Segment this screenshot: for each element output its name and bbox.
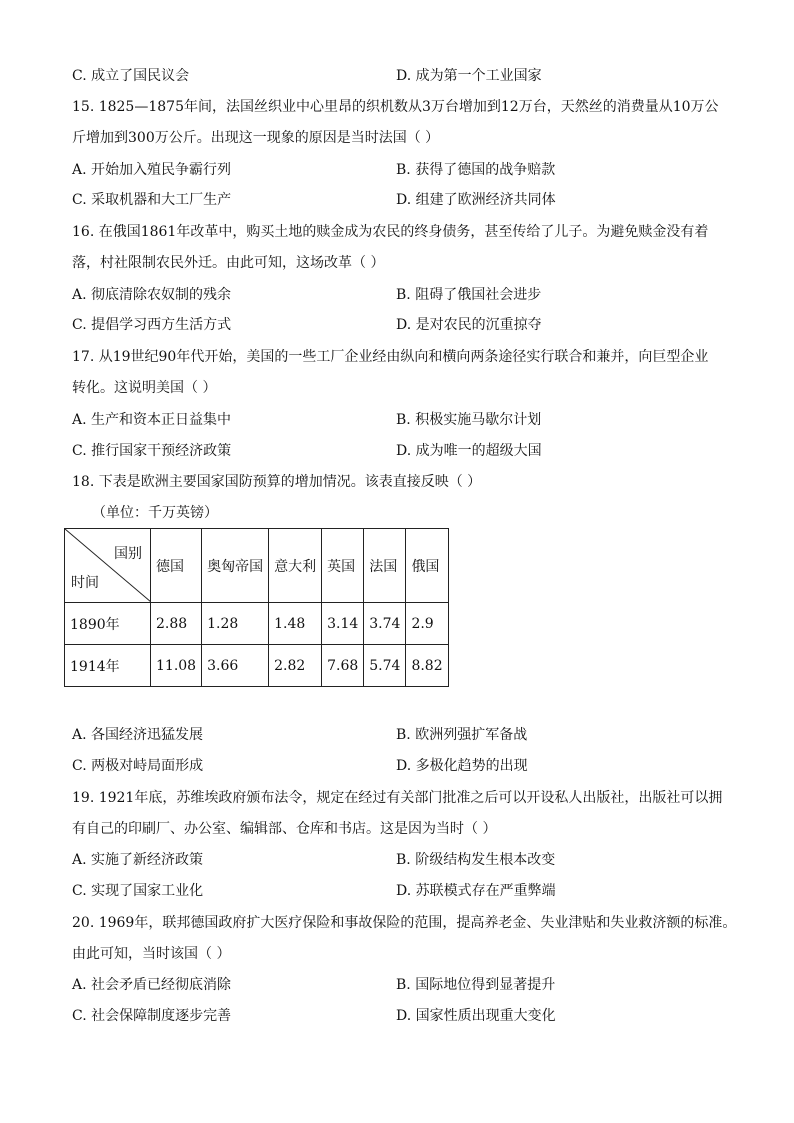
header-cell-germany: 德国 [151, 529, 202, 603]
header-cell-italy: 意大利 [269, 529, 322, 603]
header-cell-britain: 英国 [322, 529, 364, 603]
q19-option-d[interactable]: D. 苏联模式存在严重弊端 [396, 883, 556, 899]
header-cell-russia: 俄国 [406, 529, 448, 603]
q18-option-d[interactable]: D. 多极化趋势的出现 [396, 758, 528, 774]
q19-stem-line1: 19. 1921年底，苏维埃政府颁布法令，规定在经过有关部门批准之后可以开设私人出版社，出版社可以拥 [72, 790, 723, 806]
table-cell: 2.88 [151, 603, 202, 645]
table-header-row [65, 529, 449, 603]
q15-option-d[interactable]: D. 组建了欧洲经济共同体 [396, 192, 556, 208]
q15-option-a[interactable]: A. 开始加入殖民争霸行列 [72, 162, 232, 178]
q19-stem-line2: 有自己的印刷厂、办公室、编辑部、仓库和书店。这是因为当时（ ） [72, 821, 497, 837]
q15-stem-line1: 15. 1825—1875年间，法国丝织业中心里昂的织机数从3万台增加到12万台，天然丝的消费量从10万公 [72, 99, 719, 115]
q18-unit-note: （单位：千万英镑） [92, 505, 218, 521]
q20-stem-line2: 由此可知，当时该国（ ） [72, 946, 231, 962]
q18-option-a[interactable]: A. 各国经济迅猛发展 [72, 727, 204, 743]
q20-option-a[interactable]: A. 社会矛盾已经彻底消除 [72, 977, 232, 993]
q15-stem-line2: 斤增加到300万公斤。出现这一现象的原因是当时法国（ ） [72, 130, 440, 146]
corner-label-country: 国别 [114, 546, 142, 562]
row-year-cell: 1890年 [65, 603, 151, 645]
table-corner-cell [65, 529, 151, 603]
q14-option-d[interactable]: D. 成为第一个工业国家 [396, 68, 542, 84]
table-row [65, 603, 449, 645]
q16-option-c[interactable]: C. 提倡学习西方生活方式 [72, 317, 232, 333]
q19-option-a[interactable]: A. 实施了新经济政策 [72, 852, 204, 868]
q15-option-c[interactable]: C. 采取机器和大工厂生产 [72, 192, 232, 208]
q20-option-c[interactable]: C. 社会保障制度逐步完善 [72, 1008, 232, 1024]
table-cell: 2.9 [406, 603, 448, 645]
header-cell-austria-hungary: 奥匈帝国 [202, 529, 269, 603]
header-cell-france: 法国 [364, 529, 406, 603]
q19-option-c[interactable]: C. 实现了国家工业化 [72, 883, 204, 899]
q18-stem-line1: 18. 下表是欧洲主要国家国防预算的增加情况。该表直接反映（ ） [72, 474, 482, 490]
q17-option-d[interactable]: D. 成为唯一的超级大国 [396, 443, 542, 459]
table-cell: 11.08 [151, 645, 202, 687]
q16-stem-line1: 16. 在俄国1861年改革中，购买土地的赎金成为农民的终身债务，甚至传给了儿子。为避免赎金没有着 [72, 224, 709, 240]
table-cell: 1.48 [269, 603, 322, 645]
q16-option-d[interactable]: D. 是对农民的沉重掠夺 [396, 317, 542, 333]
table-cell: 2.82 [269, 645, 322, 687]
q20-option-d[interactable]: D. 国家性质出现重大变化 [396, 1008, 556, 1024]
table-cell: 3.66 [202, 645, 269, 687]
q14-option-c[interactable]: C. 成立了国民议会 [72, 68, 190, 84]
q17-option-b[interactable]: B. 积极实施马歇尔计划 [396, 412, 542, 428]
q15-option-b[interactable]: B. 获得了德国的战争赔款 [396, 162, 556, 178]
corner-label-time: 时间 [71, 575, 99, 591]
table-cell: 7.68 [322, 645, 364, 687]
q18-option-c[interactable]: C. 两极对峙局面形成 [72, 758, 204, 774]
q18-option-b[interactable]: B. 欧洲列强扩军备战 [396, 727, 528, 743]
q17-stem-line2: 转化。这说明美国（ ） [72, 380, 217, 396]
q16-option-b[interactable]: B. 阻碍了俄国社会进步 [396, 287, 542, 303]
table-cell: 8.82 [406, 645, 448, 687]
row-year-cell: 1914年 [65, 645, 151, 687]
q19-option-b[interactable]: B. 阶级结构发生根本改变 [396, 852, 556, 868]
q17-option-a[interactable]: A. 生产和资本正日益集中 [72, 412, 232, 428]
q20-stem-line1: 20. 1969年，联邦德国政府扩大医疗保险和事故保险的范围，提高养老金、失业津贴和失业救济额的标准。 [72, 915, 737, 931]
table-row [65, 645, 449, 687]
q16-stem-line2: 落，村社限制农民外迁。由此可知，这场改革（ ） [72, 255, 385, 271]
q20-option-b[interactable]: B. 国际地位得到显著提升 [396, 977, 556, 993]
table-cell: 1.28 [202, 603, 269, 645]
q17-stem-line1: 17. 从19世纪90年代开始，美国的一些工厂企业经由纵向和横向两条途径实行联合和兼并，向巨型企业 [72, 349, 709, 365]
q17-option-c[interactable]: C. 推行国家干预经济政策 [72, 443, 232, 459]
table-cell: 3.14 [322, 603, 364, 645]
table-cell: 3.74 [364, 603, 406, 645]
table-cell: 5.74 [364, 645, 406, 687]
defense-budget-table [64, 528, 449, 687]
q16-option-a[interactable]: A. 彻底清除农奴制的残余 [72, 287, 232, 303]
